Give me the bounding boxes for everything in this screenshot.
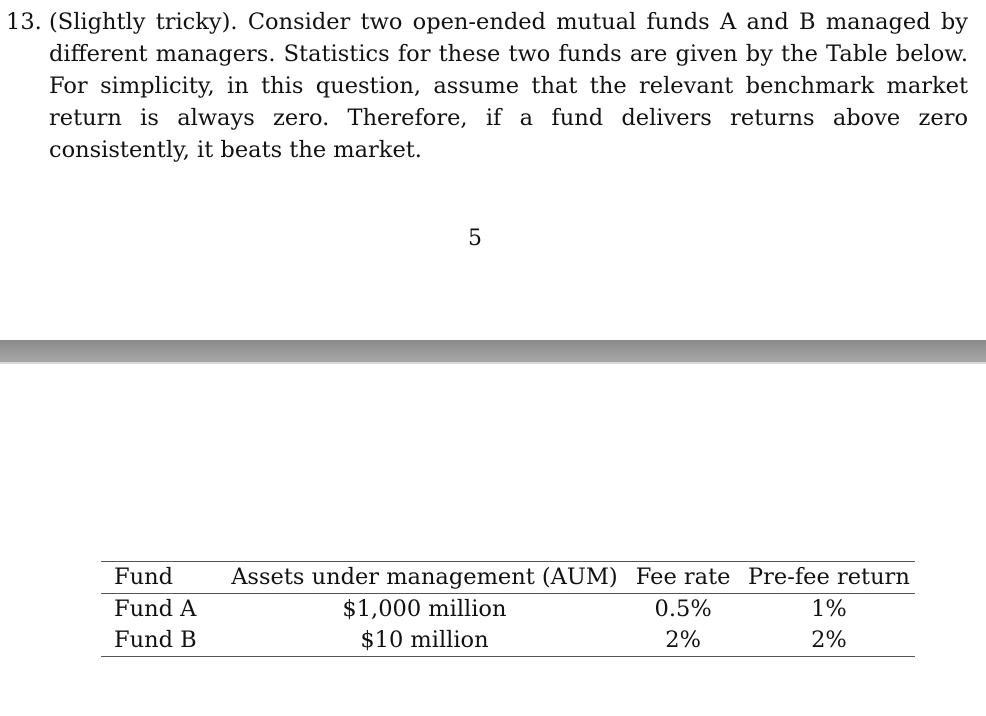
header-fee-rate: Fee rate bbox=[635, 564, 731, 590]
cell-fee-rate: 2% bbox=[665, 627, 701, 653]
question-number: 13. bbox=[6, 9, 42, 35]
header-pre-fee-return: Pre-fee return bbox=[748, 564, 910, 590]
page-divider bbox=[0, 340, 986, 362]
cell-pre-fee-return: 1% bbox=[811, 596, 847, 622]
header-aum: Assets under management (AUM) bbox=[231, 564, 618, 590]
cell-aum: $1,000 million bbox=[342, 596, 507, 622]
fund-statistics-table bbox=[101, 561, 915, 657]
table-row bbox=[101, 594, 915, 626]
question-block bbox=[6, 6, 968, 166]
cell-aum: $10 million bbox=[360, 627, 489, 653]
table-header-row bbox=[101, 562, 915, 594]
page-top bbox=[0, 0, 986, 340]
table-row bbox=[101, 625, 915, 657]
page-number: 5 bbox=[468, 226, 482, 251]
page-bottom bbox=[0, 364, 986, 716]
cell-fund: Fund B bbox=[114, 627, 197, 653]
header-fund: Fund bbox=[114, 564, 173, 590]
question-text: (Slightly tricky). Consider two open-ended mutual funds A and B managed by different managers. Statistics for these two funds are given by the Table below. For simplicity, in this question, assume that the relevant benchmark market return is always zero. Therefore, if a fund delivers returns above zero consistently, it beats the market. bbox=[49, 9, 968, 163]
cell-pre-fee-return: 2% bbox=[811, 627, 847, 653]
cell-fund: Fund A bbox=[114, 596, 197, 622]
cell-fee-rate: 0.5% bbox=[654, 596, 712, 622]
